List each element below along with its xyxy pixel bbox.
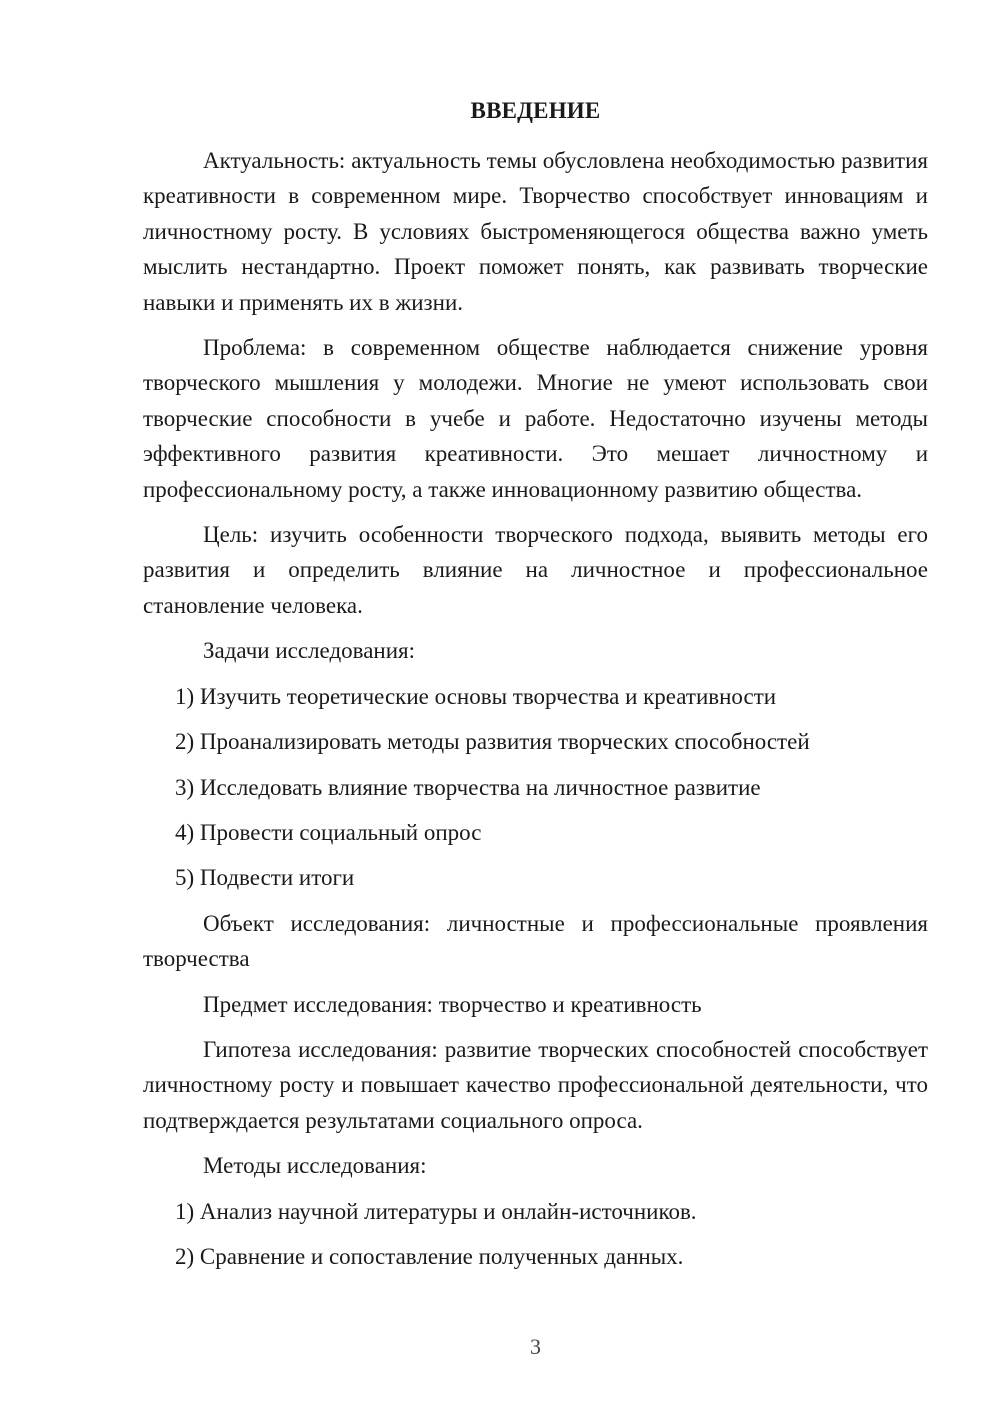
document-page	[143, 0, 928, 1414]
methods-heading: Методы исследования:	[203, 1153, 427, 1179]
list-item: 1) Изучить теоретические основы творчества и креативности	[175, 683, 777, 709]
tasks-heading: Задачи исследования:	[203, 638, 416, 664]
problem-paragraph: Проблема: в современном обществе наблюдается снижение уровня творческого мышления у молодежи. Многие не умеют использовать свои творческие способности в учебе и работе. Недостаточно изучены методы эффективного развития креативности. Это мешает личностному и профессиональному росту, а также инновационному развитию общества.	[143, 335, 928, 502]
list-item: 2) Проанализировать методы развития творческих способностей	[175, 729, 810, 755]
subject-paragraph: Предмет исследования: творчество и креативность	[203, 991, 702, 1017]
page-number: 3	[530, 1334, 541, 1359]
methods-list	[143, 1194, 928, 1275]
object-paragraph: Объект исследования: личностные и профессиональные проявления творчества	[143, 910, 928, 972]
relevance-paragraph: Актуальность: актуальность темы обусловлена необходимостью развития креативности в современном мире. Творчество способствует инновациям и личностному росту. В условиях быстроменяющегося общества важно уметь мыслить нестандартно. Проект поможет понять, как развивать творческие навыки и применять их в жизни.	[143, 148, 928, 315]
list-item: 2) Сравнение и сопоставление полученных данных.	[175, 1243, 684, 1269]
hypothesis-paragraph: Гипотеза исследования: развитие творческих способностей способствует личностному росту и повышает качество профессиональной деятельности, что подтверждается результатами социального опроса.	[143, 1036, 928, 1133]
list-item: 3) Исследовать влияние творчества на личностное развитие	[175, 774, 761, 800]
page-title: ВВЕДЕНИЕ	[470, 98, 601, 123]
goal-paragraph: Цель: изучить особенности творческого подхода, выявить методы его развития и определить влияние на личностное и профессиональное становление человека.	[143, 522, 928, 618]
tasks-list	[143, 679, 928, 896]
page-content	[143, 143, 928, 1284]
list-item: 5) Подвести итоги	[175, 865, 355, 891]
list-item: 1) Анализ научной литературы и онлайн-источников.	[175, 1198, 697, 1224]
list-item: 4) Провести социальный опрос	[175, 819, 482, 845]
